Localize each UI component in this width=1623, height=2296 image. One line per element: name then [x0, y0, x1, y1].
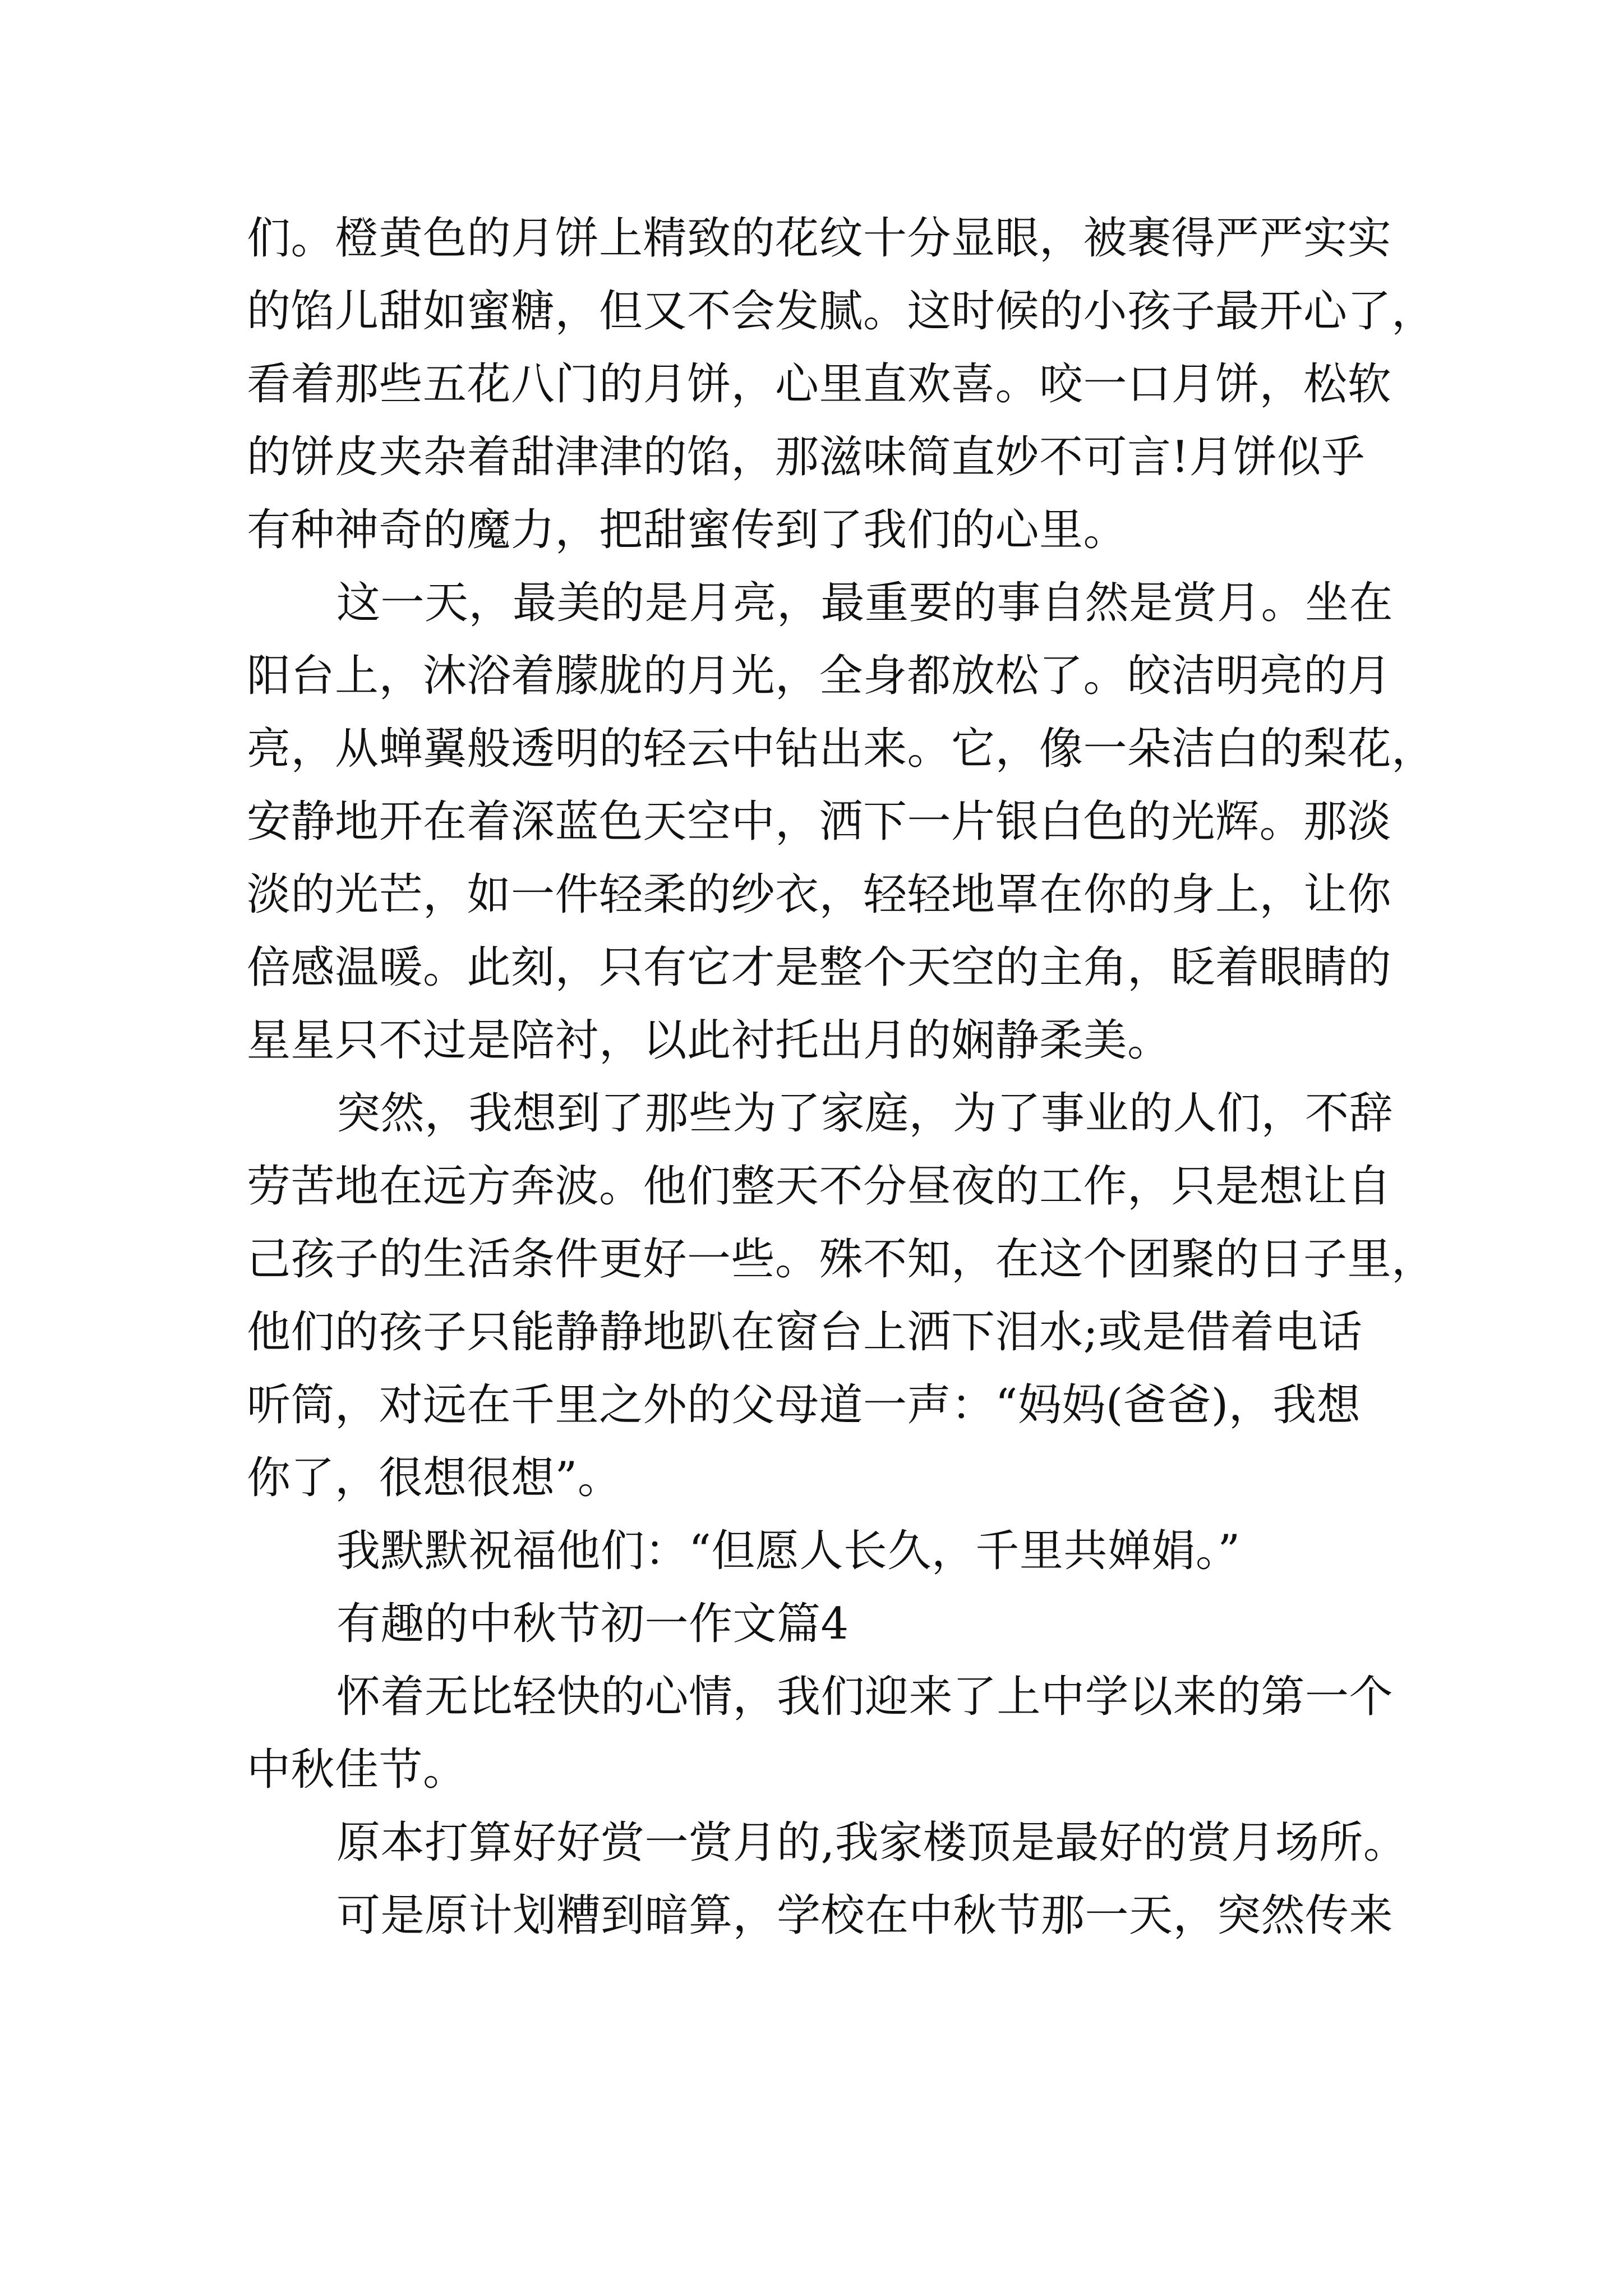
text-line: 看着那些五花八门的月饼，心里直欢喜。咬一口月饼，松软 — [247, 359, 1392, 409]
text-line: 星星只不过是陪衬，以此衬托出月的娴静柔美。 — [247, 1015, 1172, 1066]
text-line: 们。橙黄色的月饼上精致的花纹十分显眼，被裹得严严实实 — [247, 213, 1392, 264]
text-line: 他们的孩子只能静静地趴在窗台上洒下泪水;或是借着电话 — [247, 1307, 1363, 1358]
text-line: 倍感温暖。此刻，只有它才是整个天空的主角，眨着眼睛的 — [247, 942, 1392, 993]
text-line: 你了，很想很想”。 — [247, 1453, 622, 1503]
text-line: 劳苦地在远方奔波。他们整天不分昼夜的工作，只是想让自 — [247, 1161, 1392, 1212]
text-line: 有趣的中秋节初一作文篇4 — [336, 1599, 849, 1649]
text-line: 的馅儿甜如蜜糖，但又不会发腻。这时候的小孩子最开心了， — [247, 286, 1436, 337]
text-line: 我默默祝福他们：“但愿人长久，千里共婵娟。” — [336, 1526, 1241, 1576]
text-line: 突然，我想到了那些为了家庭，为了事业的人们，不辞 — [336, 1088, 1394, 1139]
document-page — [247, 202, 1436, 1952]
text-line: 安静地开在着深蓝色天空中，洒下一片银白色的光辉。那淡 — [247, 797, 1392, 847]
text-line: 怀着无比轻快的心情，我们迎来了上中学以来的第一个 — [336, 1672, 1394, 1722]
text-line: 中秋佳节。 — [247, 1745, 467, 1795]
text-line: 阳台上，沐浴着朦胧的月光，全身都放松了。皎洁明亮的月 — [247, 651, 1392, 701]
text-line: 听筒，对远在千里之外的父母道一声：“妈妈(爸爸)，我想 — [247, 1380, 1361, 1430]
text-line: 亮，从蝉翼般透明的轻云中钻出来。它，像一朵洁白的梨花， — [247, 724, 1436, 774]
text-line: 有种神奇的魔力，把甜蜜传到了我们的心里。 — [247, 505, 1128, 555]
text-line: 淡的光芒，如一件轻柔的纱衣，轻轻地罩在你的身上，让你 — [247, 869, 1392, 920]
text-line: 的饼皮夹杂着甜津津的馅，那滋味简直妙不可言!月饼似乎 — [247, 432, 1366, 482]
text-line: 这一天，最美的是月亮，最重要的事自然是赏月。坐在 — [336, 578, 1394, 628]
text-line: 己孩子的生活条件更好一些。殊不知，在这个团聚的日子里， — [247, 1234, 1436, 1285]
text-line: 可是原计划糟到暗算，学校在中秋节那一天，突然传来 — [336, 1890, 1394, 1941]
text-line: 原本打算好好赏一赏月的,我家楼顶是最好的赏月场所。 — [336, 1818, 1408, 1868]
